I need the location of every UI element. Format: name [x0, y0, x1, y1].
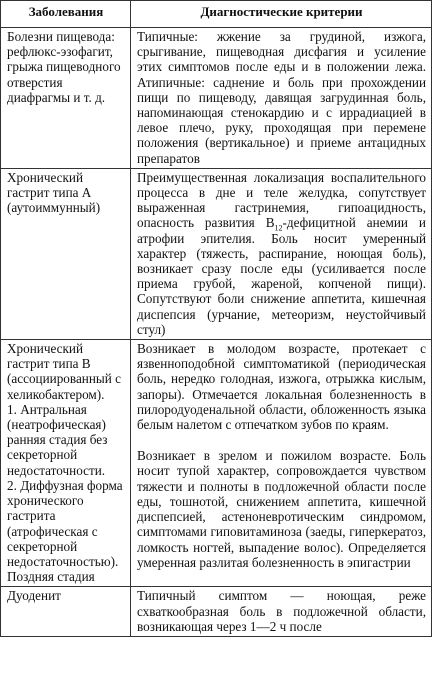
- criteria-text-part-1: Преимущественная локализация воспалительного процесса в дне и теле желудка, сопутствует выраженная гастринемия, гипоацидность, опасность развития B: [137, 169, 426, 231]
- criteria-paragraph: Типичный симптом — ноющая, реже схваткообразная боль в подложечной области, возникающая через 1—2 ч после: [137, 588, 426, 634]
- disease-line: 1. Антральная (неатрофическая) ранняя стадия без секреторной недостаточности.: [7, 401, 108, 478]
- disease-line: Хронический гастрит типа В (ассоциированный с хеликобактером).: [7, 341, 121, 402]
- table-row: [1, 28, 432, 169]
- table-row: [1, 168, 432, 339]
- criteria-paragraph: Возникает в зрелом и пожилом возрасте. Боль носит тупой характер, сопровождается чувством тяжести и полноты в подложечной области после еды, тошнотой, снижением аппетита, кишечной диспепсией, астеноневротическим синдромом, симптомами гиповитаминоза (заеды, гиперкератоз, ломкость ногтей, выпадение волос). Определяется умеренная разлитая болезненность в эпигастрии: [137, 448, 426, 570]
- criteria-paragraph: [137, 170, 426, 337]
- disease-esophagus: Болезни пищевода: рефлюкс-эзофагит, грыжа пищеводного отверстия диафрагмы и т. д.: [1, 28, 131, 169]
- criteria-gastritis-a: [131, 168, 432, 339]
- table-row: [1, 587, 432, 637]
- criteria-paragraph: Возникает в молодом возрасте, протекает с язвенноподобной симптоматикой (периодическая боль, нередко голодная, изжога, отрыжка кислым, запоры). Отмечается локальная болезненность в пилородуоденальной области, обложенность языка белым налетом с отпечатком зубов по краям.: [137, 341, 426, 433]
- disease-gastritis-b: [1, 340, 131, 587]
- table-row: [1, 340, 432, 587]
- criteria-gastritis-b: [131, 340, 432, 587]
- header-diagnostic-criteria: Диагностические критерии: [131, 1, 432, 28]
- criteria-duodenitis: [131, 587, 432, 637]
- table-header-row: [1, 1, 432, 28]
- vitamin-subscript: 12: [274, 224, 283, 234]
- disease-duodenitis: Дуоденит: [1, 587, 131, 637]
- disease-line: 2. Диффузная форма хронического гастрита (атрофическая с секреторной недостаточностью). Поздняя стадия: [7, 477, 123, 585]
- disease-gastritis-a: Хронический гастрит типа А (аутоиммунный): [1, 168, 131, 339]
- header-diseases: Заболевания: [1, 1, 131, 28]
- criteria-paragraph: Типичные: жжение за грудиной, изжога, срыгивание, пищеводная дисфагия и усиление этих симптомов после еды и в положении лежа. Атипичные: саднение и боль при прохождении пищи по пищеводу, давящая загрудинная боль, напоминающая стенокардию и с иррадиацией в левое плечо, руку, проходящая при перемене положения (вертикальное) и приеме антацидных препаратов: [137, 29, 426, 166]
- criteria-esophagus: [131, 28, 432, 169]
- criteria-text-part-2: -дефицитной анемии и атрофии эпителия. Боль носит умеренный характер (тяжесть, распирание, ноющая боль), возникает сразу после еды (усиливается после приема грубой, жареной, копченой пищи). Сопутствуют боли снижение аппетита, кишечная диспепсия (урчание, метеоризм, неустойчивый стул): [137, 215, 426, 337]
